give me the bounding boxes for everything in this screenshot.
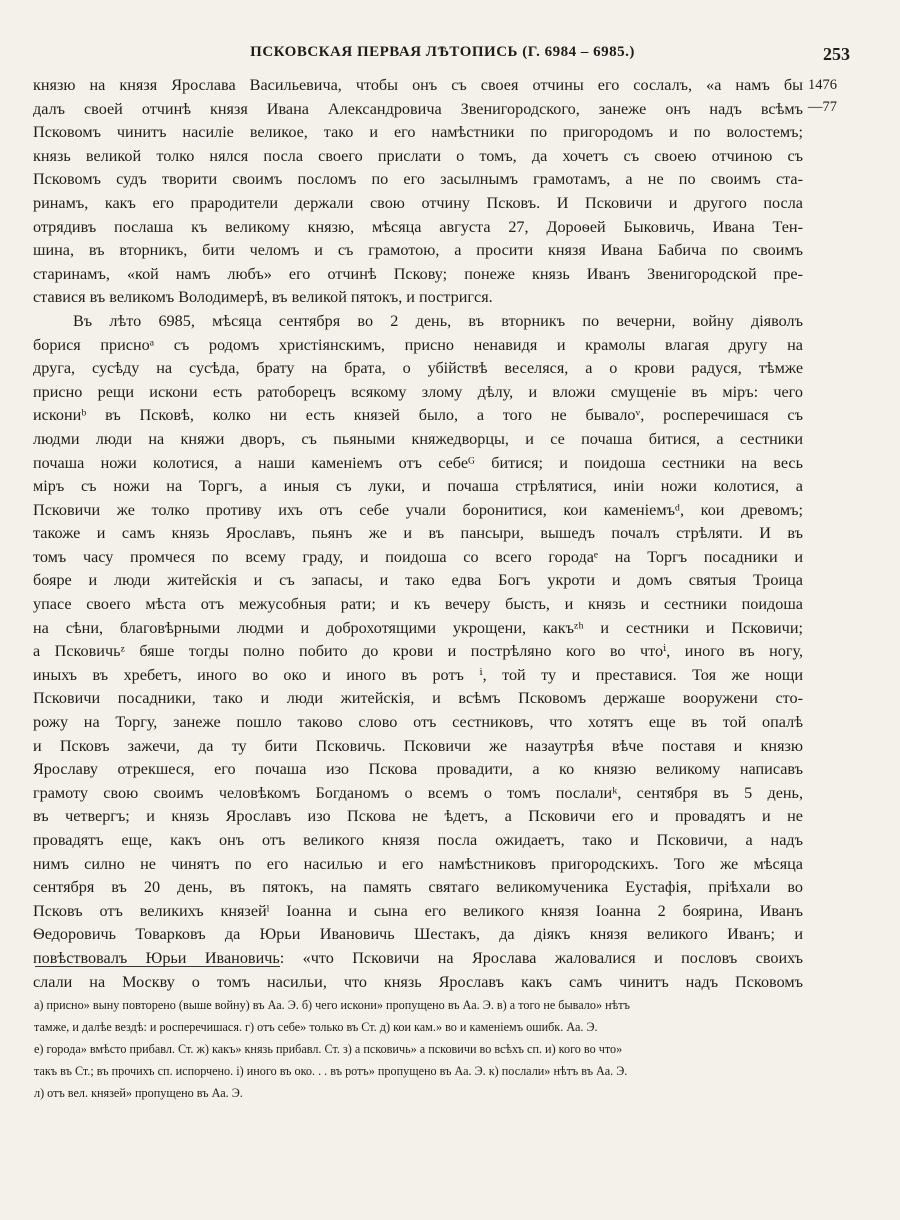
text-line: иныхъ въ хребетъ, иного во око и иного въ ротъ ⁱ, той ту и преставися. Тоя же нощи	[33, 665, 803, 684]
footnote-line: тамже, и далѣе вездѣ: и росперечишася. г) отъ себе» только въ Ст. д) кои кам.» во и каменіемъ ошибк. Аа. Э.	[34, 1020, 598, 1034]
text-line: присно рещи искони есть ратоборецъ всякому злому дѣлу, и вложи смущеніе въ міръ: чего	[33, 382, 803, 401]
text-line: міръ съ ножи на Торгъ, а иныя съ луки, и почаша стрѣлятися, иніи ножи колотися, а	[33, 477, 803, 496]
text-line: нимъ силно не чинятъ по его насилью и его намѣстниковъ пригородскихъ. Того же мѣсяца	[33, 854, 803, 873]
main-text	[33, 74, 803, 994]
text-line: Ѳедоровичь Товарковъ да Юрьи Ивановичь Шестакъ, да діякъ князя великого Иванъ; и	[33, 925, 803, 944]
text-line: ставися въ великомъ Володимерѣ, въ великой пятокъ, и постригся.	[33, 288, 493, 307]
text-line: людми люди на княжи дворъ, съ пьяными княжедворцы, и се почаша битися, а сестники	[33, 429, 803, 448]
text-line: въ четвергъ; и князь Ярославъ изо Пскова не ѣдетъ, а Псковичи его и провадятъ и не	[33, 807, 803, 826]
text-line: сентября въ 20 день, въ пятокъ, на память святаго великомученика Еустафія, пріѣхали во	[33, 878, 803, 897]
text-line: князь великой толко нялся посла своего прислати о томъ, да хочетъ съ своею отчиною съ	[33, 146, 803, 165]
text-line: князю на князя Ярослава Васильевича, чтобы онъ съ своея отчины его сослалъ, «а намъ бы	[33, 76, 803, 94]
text-line: отрядивъ послаша къ великому князю, мѣсяца августа 27, Дороѳей Быковичь, Ивана Тен-	[33, 217, 803, 236]
footnote-divider	[35, 966, 280, 967]
footnote-line: такъ въ Ст.; въ прочихъ сп. испорчено. і) иного въ око. . . въ ротъ» пропущено въ Аа. Э. к) послали» нѣтъ въ Аа. Э.	[34, 1064, 628, 1078]
text-line: а Псковичьᶻ бяше тогды полно побито до крови и пострѣляно кого во чтоⁱ, иного въ ногу,	[33, 642, 803, 661]
text-line: почаша ножи колотися, а наши каменіемъ отъ себеᴳ битися; и поидоша сестники на весь	[33, 453, 803, 472]
page-number: 253	[823, 44, 850, 64]
text-line: Псковъ отъ великихъ князейˡ Іоанна и сына его великого князя Іоанна 2 боярина, Иванъ	[33, 901, 803, 920]
margin-year-1476: 1476	[808, 77, 837, 93]
text-line: упасе своего мѣста отъ межусобныя рати; и къ вечеру бысть, и князь и сестники поидоша	[33, 595, 803, 614]
text-line: рожу на Торгу, занеже пошло таково слово отъ сестниковъ, что хотятъ еще въ той опалѣ	[33, 713, 803, 732]
text-line: Въ лѣто 6985, мѣсяца сентября во 2 день, въ вторникъ по вечерни, войну діяволъ	[73, 311, 803, 330]
text-line: Псковичи же толко противу ихъ отъ себе учали боронитися, кои каменіемъᵈ, кои древомъ;	[33, 500, 803, 519]
text-line: борися присноᵃ съ родомъ христіянскимъ, присно ненавидя и крамолы влагая другу на	[33, 335, 803, 354]
text-line: далъ своей отчинѣ князя Ивана Александровича Звенигородского, занеже онъ надъ всѣмъ	[33, 99, 803, 118]
footnotes	[34, 994, 814, 1104]
text-line: ринамъ, какъ его прародители держали свою отчину Псковъ. И Псковичи и другого посла	[33, 193, 803, 212]
text-line: грамоту свою своимъ человѣкомъ Богданомъ о всемъ о томъ послалиᵏ, сентября въ 5 день,	[33, 783, 803, 802]
text-line: старинамъ, «кой намъ любъ» его отчинѣ Пскову; понеже князь Иванъ Звенигородской пре-	[33, 264, 803, 283]
text-line: друга, сусѣду на сусѣда, брату на брата, о убійствѣ веселяся, а о крови радуся, тѣмже	[33, 359, 803, 378]
text-line: провадятъ еще, какъ онъ отъ великого князя посла ожидаетъ, тако и Псковичи, а надъ	[33, 831, 803, 849]
text-line: слали на Москву о томъ насильи, что князь Ярославъ какъ самъ чинитъ надъ Псковомъ	[33, 972, 803, 991]
margin-year-77: —77	[808, 99, 837, 115]
text-line: повѣствовалъ Юрьи Ивановичь: «что Псковичи на Ярослава жаловалися и пословъ своихъ	[33, 948, 803, 967]
footnote-line: л) отъ вел. князей» пропущено въ Аа. Э.	[34, 1086, 243, 1100]
text-line: бояре и люди житейскія и съ запасы, и тако едва Богъ укроти и домъ святыя Троица	[33, 571, 803, 590]
text-line: Ярославу отрекшеся, его почаша изо Пскова провадити, а ко князю великому написавъ	[33, 760, 803, 779]
text-line: искониᵇ въ Псковѣ, колко ни есть князей было, а того не бывалоᵛ, росперечишася съ	[33, 406, 803, 425]
text-line: Псковичи посадники, тако и люди житейскія, и всѣмъ Псковомъ держаше вооружени сто-	[33, 689, 803, 708]
text-line: такоже и самъ князь Ярославъ, пьянъ же и въ пансыри, вышедъ почалъ стрѣляти. И въ	[33, 524, 803, 543]
text-line: Псковомъ чинитъ насиліе великое, тако и его намѣстники по пригородомъ и по волостемъ;	[33, 123, 803, 142]
footnote-line: а) присно» выну повторено (выше войну) въ Аа. Э. б) чего искони» пропущено въ Аа. Э. в) а того не бывало» нѣтъ	[34, 998, 630, 1012]
running-title: ПСКОВСКАЯ ПЕРВАЯ ЛѢТОПИСЬ (Г. 6984 – 6985.)	[250, 44, 635, 60]
text-line: шина, въ вторникъ, бити челомъ и съ грамотою, а просити князя Ивана Бабича по своимъ	[33, 241, 803, 260]
text-line: и Псковъ зажечи, да ту бити Псковичь. Псковичи же назаутрѣя вѣче поставя и князю	[33, 736, 803, 755]
text-line: на сѣни, благовѣрными людми и доброхотящими укрощени, какъᶻʰ и сестники и Псковичи;	[33, 618, 803, 637]
text-line: томъ часу промчеся по всему граду, и поидоша со всего городаᵉ на Торгъ посадники и	[33, 547, 803, 566]
text-line: Псковомъ судъ творити своимъ посломъ по его засылнымъ грамотамъ, а не по своимъ ста-	[33, 170, 803, 189]
page-header	[35, 44, 850, 70]
footnote-line: е) города» вмѣсто прибавл. Ст. ж) какъ» князь прибавл. Ст. з) а псковичь» а псковичи во всѣхъ сп. и) кого во что»	[34, 1042, 623, 1056]
